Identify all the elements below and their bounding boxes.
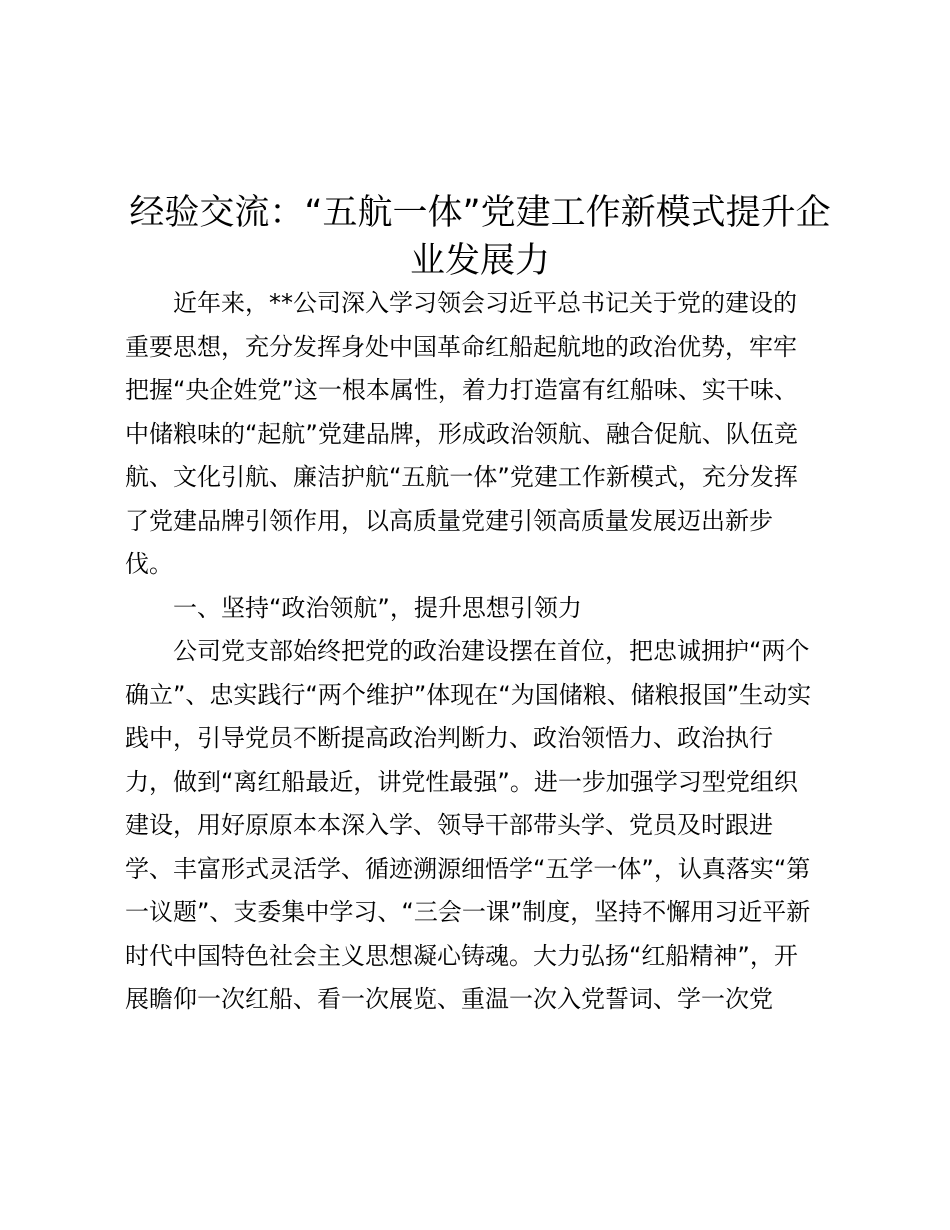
paragraph-line: 把握“央企姓党”这一根本属性，着力打造富有红船味、实干味、 bbox=[125, 376, 798, 404]
document-body bbox=[125, 282, 835, 1022]
paragraph-line: 力，做到“离红船最近，讲党性最强”。进一步加强学习型党组织 bbox=[125, 767, 798, 796]
paragraph-line: 了党建品牌引领作用，以高质量党建引领高质量发展迈出新步 bbox=[125, 506, 773, 535]
paragraph-line: 公司党支部始终把党的政治建设摆在首位，把忠诚拥护“两个 bbox=[173, 637, 810, 665]
paragraph-line: 确立”、忠实践行“两个维护”体现在“为国储粮、储粮报国”生动实 bbox=[125, 680, 812, 709]
paragraph-line: 学、丰富形式灵活学、循迹溯源细悟学“五学一体”，认真落实“第 bbox=[125, 854, 811, 883]
paragraph-line: 近年来，**公司深入学习领会习近平总书记关于党的建设的 bbox=[173, 289, 797, 317]
paragraph-line: 伐。 bbox=[125, 550, 173, 578]
paragraph-line: 一议题”、支委集中学习、“三会一课”制度，坚持不懈用习近平新 bbox=[125, 898, 811, 926]
paragraph-line: 建设，用好原原本本深入学、领导干部带头学、党员及时跟进 bbox=[125, 811, 773, 839]
paragraph-line: 时代中国特色社会主义思想凝心铸魂。大力弘扬“红船精神”，开 bbox=[125, 941, 798, 970]
paragraph-line: 展瞻仰一次红船、看一次展览、重温一次入党誓词、学一次党 bbox=[125, 985, 773, 1013]
paragraph-line: 中储粮味的“起航”党建品牌，形成政治领航、融合促航、队伍竞 bbox=[125, 419, 798, 448]
section-heading: 一、坚持“政治领航”，提升思想引领力 bbox=[173, 593, 582, 622]
paragraph-line: 重要思想，充分发挥身处中国革命红船起航地的政治优势，牢牢 bbox=[125, 332, 797, 361]
title-line: 业发展力 bbox=[409, 241, 550, 282]
title-line: 经验交流：“五航一体”党建工作新模式提升企 bbox=[129, 193, 831, 234]
document-title bbox=[120, 189, 840, 285]
paragraph-line: 践中，引导党员不断提高政治判断力、政治领悟力、政治执行 bbox=[125, 724, 773, 752]
paragraph-line: 航、文化引航、廉洁护航“五航一体”党建工作新模式，充分发挥 bbox=[125, 463, 798, 491]
